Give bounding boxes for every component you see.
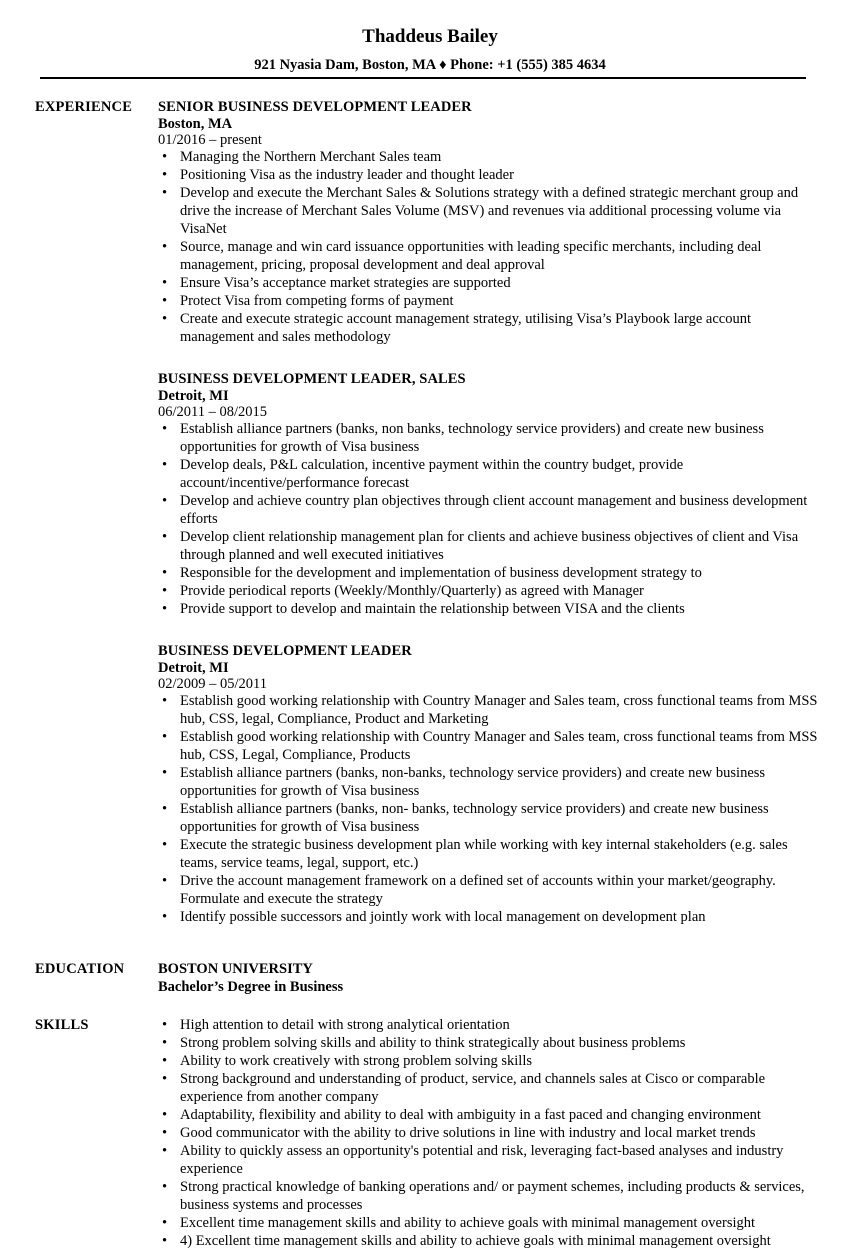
job-title: BUSINESS DEVELOPMENT LEADER, SALES	[158, 371, 466, 387]
skill-item: • Strong problem solving skills and ability to think strategically about business problems	[158, 1034, 818, 1052]
job-title: SENIOR BUSINESS DEVELOPMENT LEADER	[158, 99, 472, 115]
skill-item: • 4) Excellent time management skills and ability to achieve goals with minimal management oversight	[158, 1232, 818, 1250]
job-bullet: • Establish good working relationship with Country Manager and Sales team, cross functional teams from MSS hub, CSS, Legal, Compliance, Products	[158, 728, 818, 764]
job-bullet: • Ensure Visa’s acceptance market strategies are supported	[158, 274, 818, 292]
job-bullet: • Establish alliance partners (banks, non banks, technology service providers) and create new business opportunities for growth of Visa business	[158, 420, 818, 456]
skill-item: • Strong background and understanding of product, service, and channels sales at Cisco or comparable experience from another company	[158, 1070, 818, 1106]
job-bullet: • Establish alliance partners (banks, non- banks, technology service providers) and create new business opportunities for growth of Visa business	[158, 800, 818, 836]
job-bullet: • Identify possible successors and jointly work with local management on development plan	[158, 908, 818, 926]
job-bullets	[158, 148, 818, 346]
skill-item: • Adaptability, flexibility and ability to deal with ambiguity in a fast paced and changing environment	[158, 1106, 818, 1124]
job-bullet: • Execute the strategic business development plan while working with key internal stakeholders (e.g. sales teams, service teams, legal, support, etc.)	[158, 836, 818, 872]
skill-item: • Strong practical knowledge of banking operations and/ or payment schemes, including products & services, business systems and processes	[158, 1178, 818, 1214]
job-bullets	[158, 692, 818, 926]
contact-line: 921 Nyasia Dam, Boston, MA ♦ Phone: +1 (555) 385 4634	[254, 57, 606, 73]
job-dates: 02/2009 – 05/2011	[158, 676, 268, 692]
job-bullet: • Provide periodical reports (Weekly/Monthly/Quarterly) as agreed with Manager	[158, 582, 818, 600]
section-label-skills: SKILLS	[35, 1017, 89, 1033]
skills-list-container	[158, 1016, 818, 1250]
degree: Bachelor’s Degree in Business	[158, 979, 344, 995]
job-bullet: • Positioning Visa as the industry leader and thought leader	[158, 166, 818, 184]
job-bullet: • Develop client relationship management plan for clients and achieve business objectives of client and Visa through planned and well executed initiatives	[158, 528, 818, 564]
job-bullet: • Establish good working relationship with Country Manager and Sales team, cross functional teams from MSS hub, CSS, legal, Compliance, Product and Marketing	[158, 692, 818, 728]
job-entry	[158, 642, 818, 926]
job-bullets	[158, 420, 818, 618]
school-name: BOSTON UNIVERSITY	[158, 961, 313, 977]
job-bullet: • Drive the account management framework on a defined set of accounts within your market/geography. Formulate and execute the strategy	[158, 872, 818, 908]
job-entry	[158, 98, 818, 346]
job-location: Detroit, MI	[158, 660, 229, 676]
job-bullet: • Develop and achieve country plan objectives through client account management and business development efforts	[158, 492, 818, 528]
job-bullet: • Establish alliance partners (banks, non-banks, technology service providers) and create new business opportunities for growth of Visa business	[158, 764, 818, 800]
skills-list	[158, 1016, 818, 1250]
job-entry	[158, 370, 818, 618]
job-location: Detroit, MI	[158, 388, 229, 404]
section-label-education: EDUCATION	[35, 961, 125, 977]
job-bullet: • Responsible for the development and implementation of business development strategy to	[158, 564, 818, 582]
skill-item: • Ability to work creatively with strong problem solving skills	[158, 1052, 818, 1070]
job-dates: 06/2011 – 08/2015	[158, 404, 268, 420]
skill-item: • High attention to detail with strong analytical orientation	[158, 1016, 818, 1034]
skill-item: • Excellent time management skills and ability to achieve goals with minimal management oversight	[158, 1214, 818, 1232]
resume-header	[0, 26, 860, 73]
job-title: BUSINESS DEVELOPMENT LEADER	[158, 643, 412, 659]
job-bullet: • Protect Visa from competing forms of payment	[158, 292, 818, 310]
job-bullet: • Provide support to develop and maintain the relationship between VISA and the clients	[158, 600, 818, 618]
candidate-name: Thaddeus Bailey	[362, 26, 498, 47]
job-location: Boston, MA	[158, 116, 233, 132]
job-bullet: • Source, manage and win card issuance opportunities with leading specific merchants, including deal management, pricing, proposal development and deal approval	[158, 238, 818, 274]
education-details	[158, 960, 818, 996]
job-bullet: • Develop deals, P&L calculation, incentive payment within the country budget, provide account/incentive/performance forecast	[158, 456, 818, 492]
job-dates: 01/2016 – present	[158, 132, 262, 148]
job-bullet: • Develop and execute the Merchant Sales & Solutions strategy with a defined strategic merchant group and drive the increase of Merchant Sales Volume (MSV) and revenues via additional processing volume via VisaNet	[158, 184, 818, 238]
skill-item: • Ability to quickly assess an opportunity's potential and risk, leveraging fact-based analyses and industry experience	[158, 1142, 818, 1178]
job-bullet: • Managing the Northern Merchant Sales team	[158, 148, 818, 166]
job-bullet: • Create and execute strategic account management strategy, utilising Visa’s Playbook large account management and sales methodology	[158, 310, 818, 346]
experience-list	[158, 98, 818, 950]
section-label-experience: EXPERIENCE	[35, 99, 133, 115]
skill-item: • Good communicator with the ability to drive solutions in line with industry and local market trends	[158, 1124, 818, 1142]
header-divider	[40, 77, 806, 79]
